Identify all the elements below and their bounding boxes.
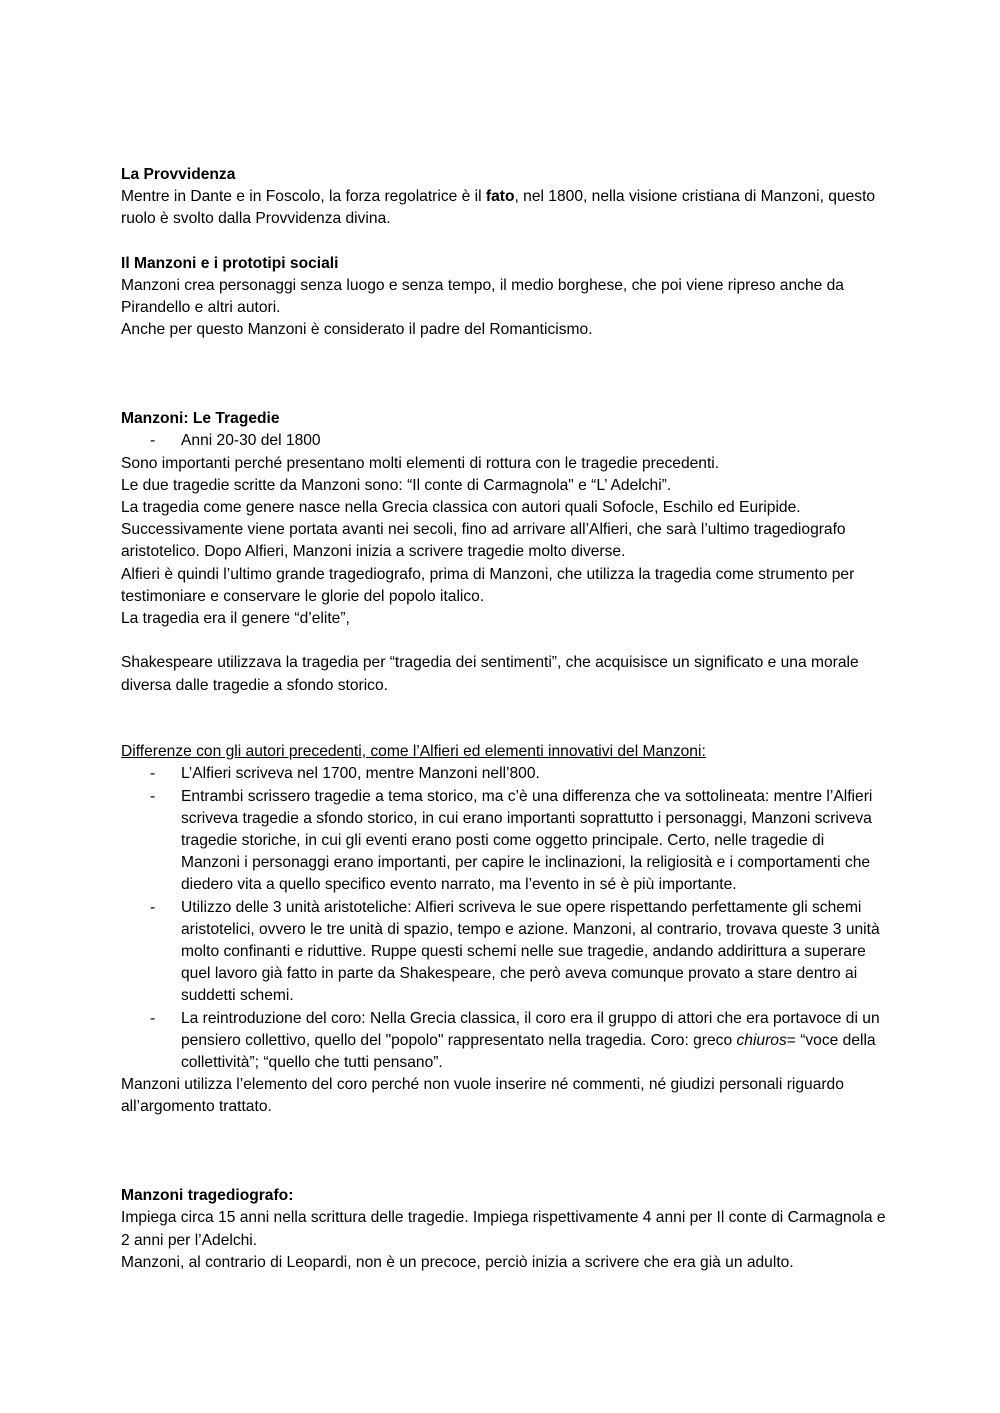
spacer bbox=[121, 1119, 886, 1186]
heading-tragedie: Manzoni: Le Tragedie bbox=[121, 410, 280, 428]
document-page bbox=[121, 164, 886, 1274]
paragraph-tragedie-4: Successivamente viene portata avanti nei secoli, fino ad arrivare all’Alfieri, che sarà l’ultimo tragediografo aristotelico. Dopo Alfieri, Manzoni inizia a scrivere tragedie molto diverse. bbox=[121, 521, 846, 561]
paragraph-shakespeare: Shakespeare utilizzava la tragedia per “tragedia dei sentimenti”, che acquisisce un significato e una morale diversa dalle tragedie a sfondo storico. bbox=[121, 654, 859, 694]
spacer bbox=[121, 630, 886, 652]
spacer bbox=[121, 231, 886, 253]
list-item: - Entrambi scrissero tragedie a tema storico, ma c’è una differenza che va sottolineata: mentre l’Alfieri scriveva tragedie a sfondo storico, in cui erano importanti soprattutto i personaggi, Manzoni scriveva tragedie storiche, in cui gli eventi erano posti come oggetto principale. Certo, nelle tragedie di Manzoni i personaggi erano importanti, per capire le inclinazioni, la religiosità e i comportamenti che diedero vita a quello specifico evento narrato, ma l’evento in sé è più importante. bbox=[121, 786, 886, 897]
text-run: La reintroduzione del coro: Nella Grecia classica, il coro era il gruppo di attori che era portavoce di un pensiero collettivo, quello del "popolo" rappresentato nella tragedia. Coro: greco bbox=[181, 1009, 880, 1049]
spacer bbox=[121, 719, 886, 741]
paragraph-prototipi-1: Manzoni crea personaggi senza luogo e senza tempo, il medio borghese, che poi viene ripreso anche da Pirandello e altri autori. bbox=[121, 277, 844, 317]
paragraph-tragedie-6: La tragedia era il genere “d’elite”, bbox=[121, 610, 350, 628]
heading-prototipi: Il Manzoni e i prototipi sociali bbox=[121, 254, 339, 272]
paragraph-tragedie-5: Alfieri è quindi l’ultimo grande tragediografo, prima di Manzoni, che utilizza la tragedia come strumento per testimoniare e conservare le glorie del popolo italico. bbox=[121, 565, 855, 605]
bullet-list-tragedie bbox=[121, 430, 886, 452]
paragraph-prototipi-2: Anche per questo Manzoni è considerato il padre del Romanticismo. bbox=[121, 321, 593, 339]
list-item-coro bbox=[121, 1008, 886, 1075]
paragraph-tragedie-3: La tragedia come genere nasce nella Grecia classica con autori quali Sofocle, Eschilo ed Euripide. bbox=[121, 499, 801, 517]
spacer bbox=[121, 342, 886, 409]
list-item: - Anni 20-30 del 1800 bbox=[121, 430, 886, 452]
italic-word-chiuros: chiuros bbox=[736, 1031, 787, 1049]
spacer bbox=[121, 697, 886, 719]
heading-provvidenza: La Provvidenza bbox=[121, 166, 236, 183]
paragraph-tragediografo-2: Manzoni, al contrario di Leopardi, non è un precoce, perciò inizia a scrivere che era già un adulto. bbox=[121, 1253, 794, 1271]
paragraph-coro-closing: Manzoni utilizza l’elemento del coro perché non vuole inserire né commenti, né giudizi personali riguardo all’argomento trattato. bbox=[121, 1076, 844, 1116]
paragraph-tragediografo-1: Impiega circa 15 anni nella scrittura delle tragedie. Impiega rispettivamente 4 anni per Il conte di Carmagnola e 2 anni per l’Adelchi. bbox=[121, 1209, 886, 1249]
text-run: = “voce della collettività”; “quello che tutti pensano”. bbox=[181, 1031, 876, 1072]
bold-word-fato: fato bbox=[485, 188, 515, 206]
bullet-list-differenze bbox=[121, 763, 886, 1074]
text-run: Mentre in Dante e in Foscolo, la forza regolatrice è il bbox=[121, 188, 486, 206]
paragraph-tragedie-2: Le due tragedie scritte da Manzoni sono: “Il conte di Carmagnola" e “L’ Adelchi”. bbox=[121, 476, 672, 494]
paragraph-provvidenza bbox=[121, 186, 886, 230]
text-run: , nel 1800, nella visione cristiana di Manzoni, questo ruolo è svolto dalla Provvidenza divina. bbox=[121, 188, 876, 228]
list-item: - L’Alfieri scriveva nel 1700, mentre Manzoni nell’800. bbox=[121, 763, 886, 785]
list-item: - Utilizzo delle 3 unità aristoteliche: Alfieri scriveva le sue opere rispettando perfettamente gli schemi aristotelici, ovvero le tre unità di spazio, tempo e azione. Manzoni, al contrario, trovava queste 3 unità molto confinanti e riduttive. Ruppe questi schemi nelle sue tragedie, andando addirittura a superare quel lavoro già fatto in parte da Shakespeare, che però aveva comunque provato a stare dentro ai suddetti schemi. bbox=[121, 897, 886, 1008]
paragraph-tragedie-1: Sono importanti perché presentano molti elementi di rottura con le tragedie precedenti. bbox=[121, 454, 720, 472]
heading-tragediografo: Manzoni tragediografo: bbox=[121, 1187, 294, 1205]
heading-differenze: Differenze con gli autori precedenti, come l’Alfieri ed elementi innovativi del Manzoni: bbox=[121, 743, 706, 761]
